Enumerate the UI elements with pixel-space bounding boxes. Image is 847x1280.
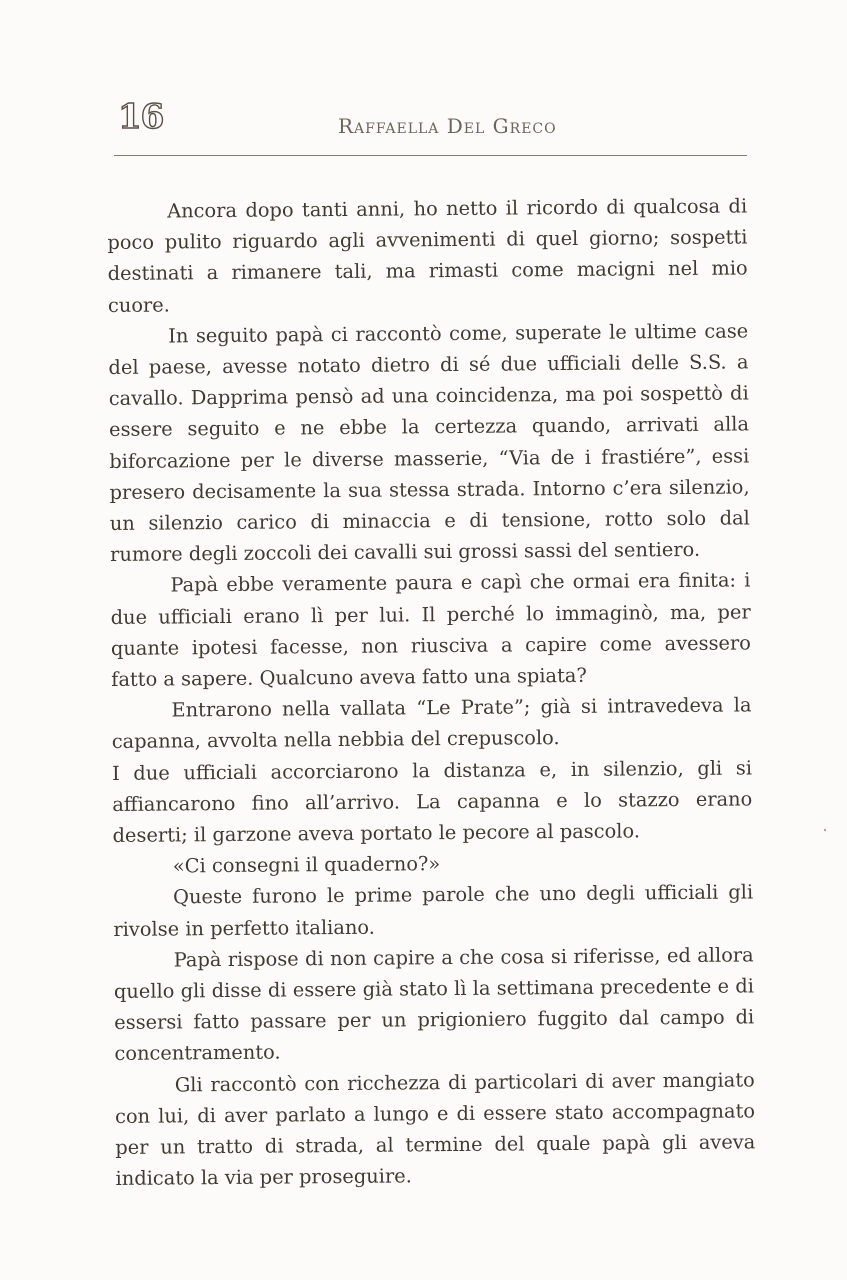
paragraph: Entrarono nella vallata “Le Prate”; già si intravedeva la capanna, avvolta nella nebbia del crepuscolo. [111,693,752,754]
paragraph: Queste furono le prime parole che uno degli ufficiali gli rivolse in perfetto italiano. [113,880,754,941]
dialogue-line: «Ci consegni il quaderno?» [172,852,441,878]
paragraph: I due ufficiali accorciarono la distanza e, in silenzio, gli si affiancarono fino all’arrivo. La capanna e lo stazzo erano deserti; il garzone aveva portato le pecore al pascolo. [111,756,753,848]
paper-speck [824,829,826,831]
page-number: 16 [118,97,164,137]
header-divider [114,155,747,156]
running-head-author: Raffaella Del Greco [338,114,557,138]
paragraph: Papà rispose di non capire a che cosa si riferisse, ed allora quello gli disse di essere già stato lì la settimana precedente e di essersi fatto passare per un prigioniero fuggito dal campo di concentramento. [113,943,755,1066]
paragraph: Papà ebbe veramente paura e capì che ormai era finita: i due ufficiali erano lì per lui. Il perché lo immaginò, ma, per quante ipotesi facesse, non riusciva a capire come avessero fatto a sapere. Qualcuno aveva fatto una spiata? [110,568,752,692]
paragraph: Ancora dopo tanti anni, ho netto il ricordo di qualcosa di poco pulito riguardo agli avvenimenti di quel giorno; sospetti destinati a rimanere tali, ma rimasti come macigni nel mio cuore. [107,194,748,317]
body-text [107,190,756,1194]
paragraph: Gli raccontò con ricchezza di particolari di aver mangiato con lui, di aver parlato a lungo e di essere stato accompagnato per un tratto di strada, al termine del quale papà gli aveva indicato la via per proseguire. [114,1068,756,1191]
paragraph: In seguito papà ci raccontò come, superate le ultime case del paese, avesse notato dietro di sé due ufficiali delle S.S. a cavallo. Dapprima pensò ad una coincidenza, ma poi sospettò di essere seguito e ne ebbe la certezza quando, arrivati alla biforcazione per le diverse masserie, “Via de i frastiére”, essi presero decisamente la sua stessa strada. Intorno c’era silenzio, un silenzio carico di minaccia e di tensione, rotto solo dal rumore degli zoccoli dei cavalli sui grossi sassi del sentiero. [108,319,750,567]
